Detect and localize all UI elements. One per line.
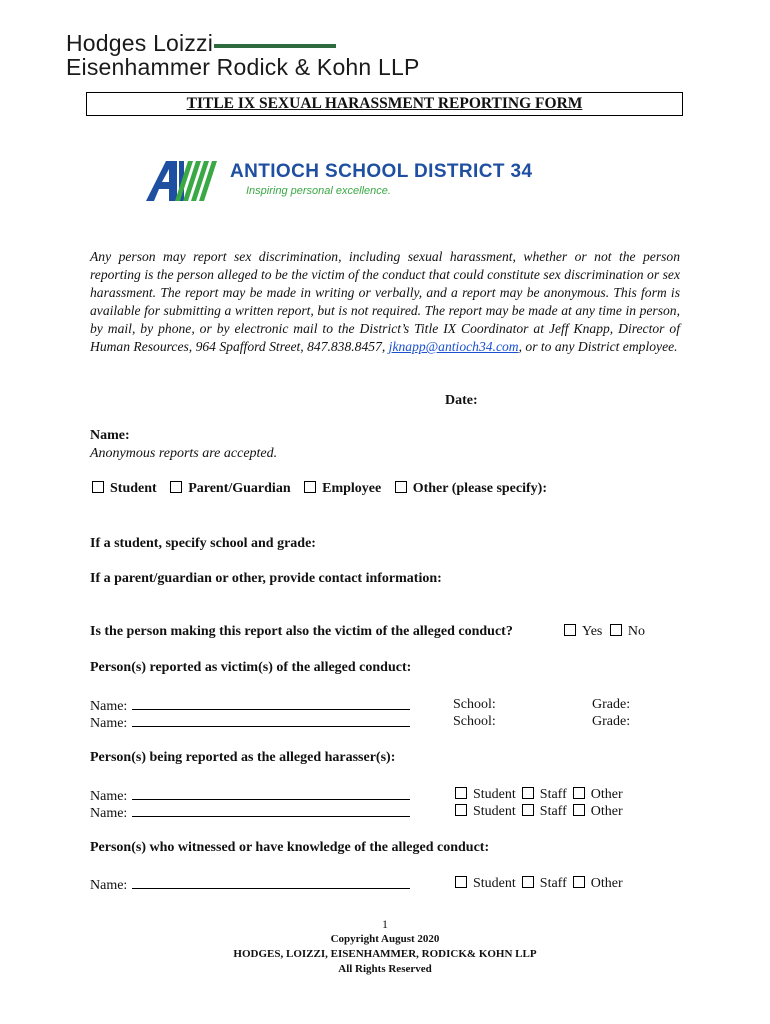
role-checkbox-row (92, 481, 557, 497)
checkbox[interactable] (455, 787, 467, 799)
victim-grade-label: Grade: (592, 697, 631, 712)
witness-name-input[interactable] (132, 876, 410, 889)
victim-name-row-2 (90, 714, 410, 732)
checkbox[interactable] (610, 624, 622, 636)
student-option[interactable] (455, 787, 516, 803)
intro-text: Any person may report sex discrimination, including sexual harassment, whether or not the person reporting is the person alleged to be the victim of the conduct that could constitute sex discrimination or sex harassment. The report may be made in writing or verbally, and a report may be anonymous. This form is available for submitting a written report, but is not required. The report may be made at any time in person, by mail, by phone, or by electronic mail to the District’s Title IX Coordinator at Jeff Knapp, Director of Human Resources, 964 Spafford Street, 847.838.8457, (90, 249, 680, 354)
antioch-a-logo-icon (144, 159, 220, 203)
checkbox[interactable] (522, 787, 534, 799)
footer-copyright: Copyright August 2020 (330, 933, 440, 945)
checkbox[interactable] (564, 624, 576, 636)
intro-paragraph (90, 248, 680, 356)
page-number: 1 (382, 917, 388, 931)
victim-school-label: School: (453, 714, 496, 729)
name-label: Name: (90, 428, 130, 443)
contact-info-label: If a parent/guardian or other, provide contact information: (90, 571, 442, 586)
firm-name-line2: Eisenhammer Rodick & Kohn LLP (66, 54, 420, 80)
harasser-type-options-2 (455, 804, 633, 820)
checkbox[interactable] (455, 876, 467, 888)
role-other-option[interactable] (395, 481, 547, 497)
option-label: Other (590, 876, 623, 891)
option-label: Staff (539, 804, 567, 819)
option-label: Student (473, 787, 516, 802)
option-label: Staff (539, 876, 567, 891)
anonymous-note: Anonymous reports are accepted. (90, 446, 278, 461)
student-option[interactable] (455, 804, 516, 820)
role-student-option[interactable] (92, 481, 157, 497)
firm-name-line1: Hodges Loizzi (66, 30, 214, 56)
option-label: Staff (539, 787, 567, 802)
option-label: Student (473, 876, 516, 891)
footer-rights: All Rights Reserved (338, 963, 432, 975)
checkbox[interactable] (304, 481, 316, 493)
role-label: Student (110, 481, 157, 496)
name-label: Name: (90, 716, 128, 731)
victim-yes-no (564, 624, 645, 640)
harasser-name-input[interactable] (132, 804, 410, 817)
checkbox[interactable] (395, 481, 407, 493)
checkbox[interactable] (455, 804, 467, 816)
intro-text-end: , or to any District employee. (518, 339, 678, 354)
victim-name-row-1 (90, 697, 410, 715)
victim-name-input[interactable] (132, 697, 410, 710)
checkbox[interactable] (522, 804, 534, 816)
checkbox[interactable] (573, 804, 585, 816)
witness-name-row (90, 876, 410, 894)
district-tagline: Inspiring personal excellence. (246, 185, 391, 197)
role-label: Other (please specify): (412, 481, 547, 496)
checkbox[interactable] (522, 876, 534, 888)
name-label: Name: (90, 789, 128, 804)
coordinator-email-link[interactable]: jknapp@antioch34.com (388, 339, 519, 354)
other-option[interactable] (573, 804, 623, 820)
victim-grade-label: Grade: (592, 714, 631, 729)
yes-label: Yes (582, 624, 603, 639)
district-name: ANTIOCH SCHOOL DISTRICT 34 (230, 161, 533, 182)
harasser-name-row-2 (90, 804, 410, 822)
victim-school-label: School: (453, 697, 496, 712)
staff-option[interactable] (522, 804, 567, 820)
staff-option[interactable] (522, 787, 567, 803)
no-option[interactable] (610, 624, 645, 639)
firm-accent-bar (214, 44, 336, 48)
checkbox[interactable] (573, 787, 585, 799)
harasser-name-input[interactable] (132, 787, 410, 800)
name-label: Name: (90, 806, 128, 821)
victim-question: Is the person making this report also the victim of the alleged conduct? (90, 624, 513, 639)
footer-firm: HODGES, LOIZZI, EISENHAMMER, RODICK& KOHN LLP (233, 948, 537, 960)
option-label: Other (590, 804, 623, 819)
witness-type-options (455, 876, 633, 892)
witnesses-heading: Person(s) who witnessed or have knowledge of the alleged conduct: (90, 840, 490, 855)
staff-option[interactable] (522, 876, 567, 892)
harasser-type-options-1 (455, 787, 633, 803)
harassers-heading: Person(s) being reported as the alleged harasser(s): (90, 750, 396, 765)
role-label: Employee (322, 481, 382, 496)
date-label: Date: (445, 393, 478, 408)
yes-option[interactable] (564, 624, 602, 639)
form-title: TITLE IX SEXUAL HARASSMENT REPORTING FORM (86, 92, 683, 116)
victims-heading: Person(s) reported as victim(s) of the alleged conduct: (90, 660, 412, 675)
role-parent-option[interactable] (170, 481, 290, 497)
checkbox[interactable] (573, 876, 585, 888)
student-school-grade-label: If a student, specify school and grade: (90, 536, 316, 551)
other-option[interactable] (573, 876, 623, 892)
option-label: Student (473, 804, 516, 819)
role-label: Parent/Guardian (188, 481, 291, 496)
harasser-name-row-1 (90, 787, 410, 805)
victim-name-input[interactable] (132, 714, 410, 727)
name-label: Name: (90, 699, 128, 714)
other-option[interactable] (573, 787, 623, 803)
checkbox[interactable] (170, 481, 182, 493)
option-label: Other (590, 787, 623, 802)
name-label: Name: (90, 878, 128, 893)
no-label: No (627, 624, 645, 639)
student-option[interactable] (455, 876, 516, 892)
role-employee-option[interactable] (304, 481, 381, 497)
checkbox[interactable] (92, 481, 104, 493)
